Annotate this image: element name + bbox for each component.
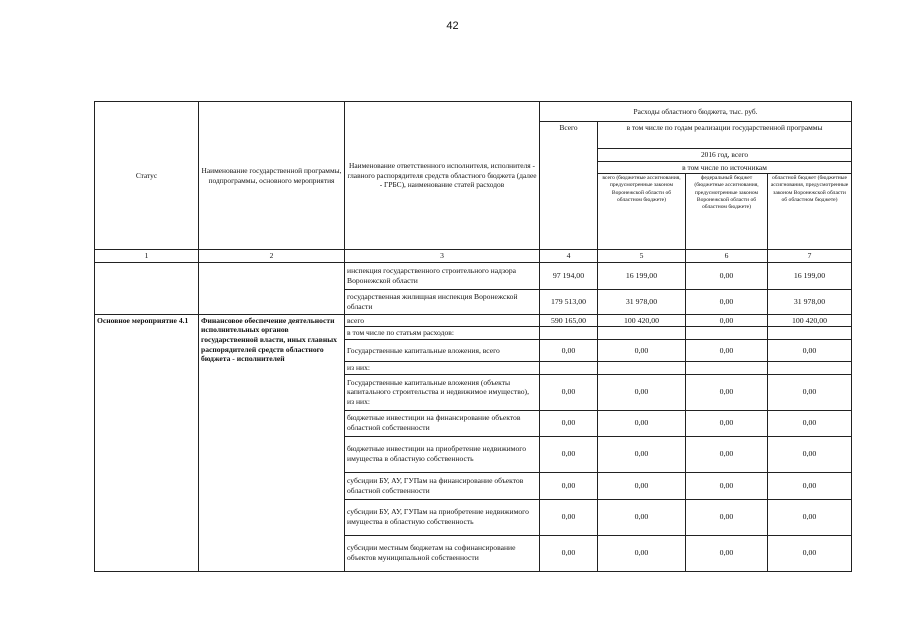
row-name: субсидии БУ, АУ, ГУПам на приобретение недвижимого имущества в областную собственность [345,499,540,535]
header-program: Наименование государственной программы, подпрограммы, основного мероприятия [199,102,345,250]
value-total: 0,00 [540,535,598,571]
row-name: всего [345,314,540,327]
value-federal: 0,00 [686,374,768,410]
value-federal: 0,00 [686,472,768,499]
value-total: 0,00 [540,499,598,535]
row-name: бюджетные инвестиции на финансирование объектов областной собственности [345,410,540,436]
value-federal: 0,00 [686,289,768,314]
row-name: Государственные капитальные вложения (объекты капитального строительства и недвижимое имущество), из них: [345,374,540,410]
empty-program-cell [199,262,345,314]
value-total: 0,00 [540,472,598,499]
col-number: 7 [768,250,852,263]
value-total [540,361,598,374]
row-name: в том числе по статьям расходов: [345,327,540,340]
value-federal: 0,00 [686,436,768,472]
value-regional: 0,00 [768,410,852,436]
value-total: 179 513,00 [540,289,598,314]
value-regional: 0,00 [768,339,852,361]
value-regional: 0,00 [768,499,852,535]
row-name: государственная жилищная инспекция Воронежской области [345,289,540,314]
col-number: 2 [199,250,345,263]
value-year: 16 199,00 [598,262,686,289]
header-by-years: в том числе по годам реализации государственной программы [598,122,852,149]
header-executor: Наименование ответственного исполнителя, исполнителя - главного распорядителя средств областного бюджета (далее - ГРБС), наименование статей расходов [345,102,540,250]
value-total: 0,00 [540,410,598,436]
value-regional: 31 978,00 [768,289,852,314]
value-year: 0,00 [598,339,686,361]
value-total: 0,00 [540,339,598,361]
column-numbers-row [95,250,852,263]
value-regional: 0,00 [768,535,852,571]
header-by-sources: в том числе по источникам [598,161,852,174]
activity-title: Финансовое обеспечение деятельности исполнительных органов государственной власти, иных главных распорядителей средств областного бюджета - исполнителей [199,314,345,571]
value-federal: 0,00 [686,262,768,289]
value-federal: 0,00 [686,339,768,361]
budget-table [94,101,852,572]
row-name: субсидии местным бюджетам на софинансирование объектов муниципальной собственности [345,535,540,571]
value-regional [768,327,852,340]
value-year: 0,00 [598,472,686,499]
row-name: из них: [345,361,540,374]
page-number: 42 [446,20,459,32]
header-status: Статус [95,102,199,250]
value-year: 31 978,00 [598,289,686,314]
header-expenses: Расходы областного бюджета, тыс. руб. [540,102,852,122]
value-regional [768,361,852,374]
value-regional: 0,00 [768,436,852,472]
value-year [598,327,686,340]
table-row [95,314,852,327]
value-federal [686,361,768,374]
header-src-total: всего (бюджетные ассигнования, предусмотренные законом Воронежской области об областном бюджете) [598,174,686,250]
col-number: 5 [598,250,686,263]
value-total: 0,00 [540,374,598,410]
header-year: 2016 год, всего [598,149,852,162]
row-name: инспекция государственного строительного надзора Воронежской области [345,262,540,289]
value-year: 0,00 [598,410,686,436]
value-regional: 0,00 [768,374,852,410]
value-total: 0,00 [540,436,598,472]
empty-status-cell [95,262,199,314]
value-year: 0,00 [598,436,686,472]
value-year [598,361,686,374]
row-name: субсидии БУ, АУ, ГУПам на финансирование объектов областной собственности [345,472,540,499]
row-name: бюджетные инвестиции на приобретение недвижимого имущества в областную собственность [345,436,540,472]
value-regional: 16 199,00 [768,262,852,289]
row-name: Государственные капитальные вложения, всего [345,339,540,361]
col-number: 1 [95,250,199,263]
col-number: 3 [345,250,540,263]
table-row [95,262,852,289]
value-total: 97 194,00 [540,262,598,289]
value-year: 0,00 [598,374,686,410]
value-federal: 0,00 [686,410,768,436]
header-total: Всего [540,122,598,250]
value-federal: 0,00 [686,535,768,571]
value-year: 100 420,00 [598,314,686,327]
value-federal: 0,00 [686,499,768,535]
header-src-federal: федеральный бюджет (бюджетные ассигнования, предусмотренные законом Воронежской области об областном бюджете) [686,174,768,250]
value-year: 0,00 [598,499,686,535]
col-number: 6 [686,250,768,263]
value-federal [686,327,768,340]
value-regional: 100 420,00 [768,314,852,327]
value-total: 590 165,00 [540,314,598,327]
col-number: 4 [540,250,598,263]
value-federal: 0,00 [686,314,768,327]
value-total [540,327,598,340]
value-regional: 0,00 [768,472,852,499]
value-year: 0,00 [598,535,686,571]
activity-status: Основное мероприятие 4.1 [95,314,199,571]
header-src-regional: областной бюджет (бюджетные ассигнования, предусмотренные законом Воронежской области об областном бюджете) [768,174,852,250]
